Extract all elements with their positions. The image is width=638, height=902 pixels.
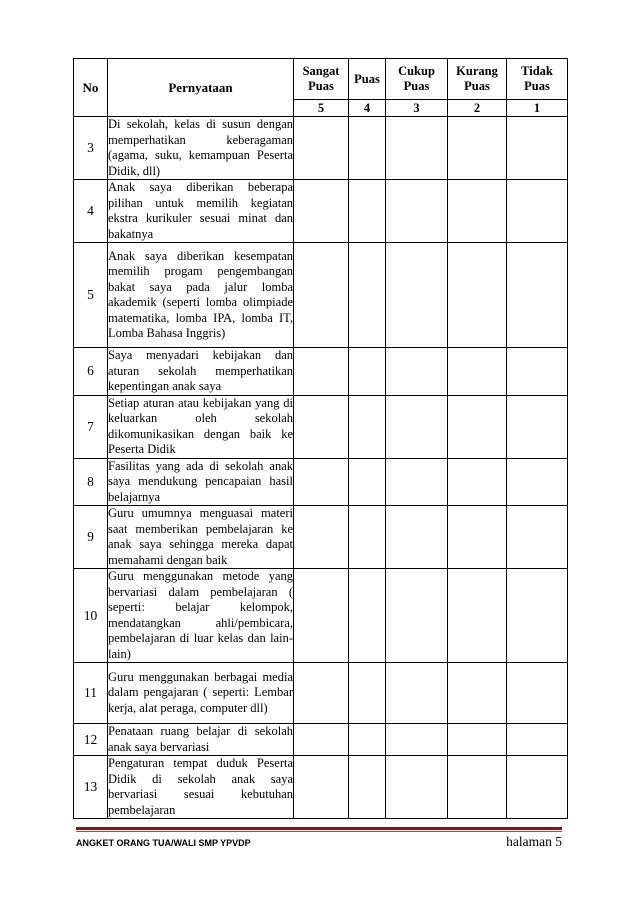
rating-cell-2[interactable] [448,756,507,819]
table-row [74,458,568,506]
rating-cell-4[interactable] [349,348,386,396]
rating-cell-5[interactable] [294,180,349,243]
rating-cell-1[interactable] [507,180,568,243]
row-statement: Anak saya diberikan kesempatan memilih progam pengembangan bakat saya pada jalur lomba akademik (seperti lomba olimpiade matematika, lomba IPA, lomba IT, Lomba Bahasa Inggris) [108,243,294,348]
header-rating-3: Cukup Puas [386,59,448,100]
header-rating-2: Kurang Puas [448,59,507,100]
footer-page-number: halaman 5 [506,834,562,849]
rating-cell-3[interactable] [386,117,448,180]
rating-cell-5[interactable] [294,117,349,180]
rating-cell-3[interactable] [386,458,448,506]
table-row [74,756,568,819]
rating-cell-3[interactable] [386,243,448,348]
rating-cell-5[interactable] [294,506,349,569]
score-4: 4 [349,100,386,117]
row-number: 4 [74,180,108,243]
rating-cell-1[interactable] [507,117,568,180]
header-no: No [74,59,108,117]
rating-cell-3[interactable] [386,348,448,396]
rating-cell-2[interactable] [448,180,507,243]
rating-cell-4[interactable] [349,569,386,663]
rating-cell-4[interactable] [349,395,386,458]
row-statement: Di sekolah, kelas di susun dengan memperhatikan keberagaman (agama, suku, kemampuan Peserta Didik, dll) [108,117,293,178]
row-number: 3 [74,117,108,180]
rating-cell-2[interactable] [448,458,507,506]
row-number: 10 [74,569,108,663]
table-row [74,117,568,180]
rating-cell-1[interactable] [507,395,568,458]
row-number: 13 [74,756,108,819]
row-number: 12 [74,724,108,756]
rating-cell-3[interactable] [386,756,448,819]
table-row [74,724,568,756]
rating-cell-2[interactable] [448,348,507,396]
table-row [74,663,568,724]
table-row [74,180,568,243]
rating-cell-1[interactable] [507,243,568,348]
rating-cell-5[interactable] [294,569,349,663]
row-statement: Fasilitas yang ada di sekolah anak saya mendukung pencapaian hasil belajarnya [108,458,293,504]
header-row [74,59,568,100]
rating-cell-1[interactable] [507,724,568,756]
rating-cell-2[interactable] [448,243,507,348]
rating-cell-5[interactable] [294,348,349,396]
row-number: 9 [74,506,108,569]
rating-cell-5[interactable] [294,663,349,724]
row-number: 11 [74,663,108,724]
rating-cell-4[interactable] [349,117,386,180]
rating-cell-3[interactable] [386,724,448,756]
rating-cell-2[interactable] [448,724,507,756]
rating-cell-1[interactable] [507,506,568,569]
rating-cell-4[interactable] [349,243,386,348]
rating-cell-5[interactable] [294,458,349,506]
header-rating-4: Puas [349,59,386,100]
footer-document-title: ANGKET ORANG TUA/WALI SMP YPVDP [76,838,251,848]
rating-cell-5[interactable] [294,756,349,819]
row-number: 5 [74,243,108,348]
rating-cell-4[interactable] [349,724,386,756]
row-statement: Anak saya diberikan beberapa pilihan untuk memilih kegiatan ekstra kurikuler sesuai minat dan bakatnya [108,180,293,241]
rating-cell-3[interactable] [386,506,448,569]
row-statement: Guru umumnya menguasai materi saat memberikan pembelajaran ke anak saya sehingga mereka dapat memahami dengan baik [108,506,293,567]
rating-cell-1[interactable] [507,348,568,396]
rating-cell-3[interactable] [386,569,448,663]
row-statement: Setiap aturan atau kebijakan yang di keluarkan oleh sekolah dikomunikasikan dengan baik ke Peserta Didik [108,395,293,456]
table-row [74,506,568,569]
rating-cell-3[interactable] [386,663,448,724]
score-3: 3 [386,100,448,117]
rating-cell-1[interactable] [507,756,568,819]
rating-cell-4[interactable] [349,506,386,569]
rating-cell-3[interactable] [386,180,448,243]
rating-cell-1[interactable] [507,458,568,506]
table-row [74,395,568,458]
survey-table [73,58,568,819]
row-number: 7 [74,395,108,458]
row-statement: Penataan ruang belajar di sekolah anak saya bervariasi [108,724,293,754]
table-row [74,243,568,348]
score-5: 5 [294,100,349,117]
row-statement: Pengaturan tempat duduk Peserta Didik di sekolah anak saya bervariasi sesuai kebutuhan pembelajaran [108,756,293,817]
rating-cell-1[interactable] [507,569,568,663]
survey-body [74,117,568,819]
rating-cell-5[interactable] [294,724,349,756]
rating-cell-4[interactable] [349,663,386,724]
header-statement: Pernyataan [108,59,294,117]
rating-cell-2[interactable] [448,569,507,663]
header-rating-5: Sangat Puas [294,59,349,100]
rating-cell-2[interactable] [448,663,507,724]
rating-cell-5[interactable] [294,243,349,348]
rating-cell-4[interactable] [349,180,386,243]
header-rating-1: Tidak Puas [507,59,568,100]
score-2: 2 [448,100,507,117]
row-number: 6 [74,348,108,396]
table-row [74,569,568,663]
rating-cell-5[interactable] [294,395,349,458]
row-statement: Saya menyadari kebijakan dan aturan sekolah memperhatikan kepentingan anak saya [108,348,293,393]
score-1: 1 [507,100,568,117]
rating-cell-2[interactable] [448,117,507,180]
rating-cell-1[interactable] [507,663,568,724]
row-number: 8 [74,458,108,506]
rating-cell-2[interactable] [448,506,507,569]
rating-cell-2[interactable] [448,395,507,458]
row-statement: Guru menggunakan metode yang bervariasi dalam pembelajaran ( seperti: belajar kelompok, mendatangkan ahli/pembicara, pembelajaran di luar kelas dan lain-lain) [108,569,293,661]
rating-cell-3[interactable] [386,395,448,458]
footer-divider-thin [76,831,562,832]
rating-cell-4[interactable] [349,756,386,819]
row-statement: Guru menggunakan berbagai media dalam pengajaran ( seperti: Lembar kerja, alat peraga, computer dll) [108,663,294,724]
footer-divider [76,827,562,830]
table-row [74,348,568,396]
rating-cell-4[interactable] [349,458,386,506]
